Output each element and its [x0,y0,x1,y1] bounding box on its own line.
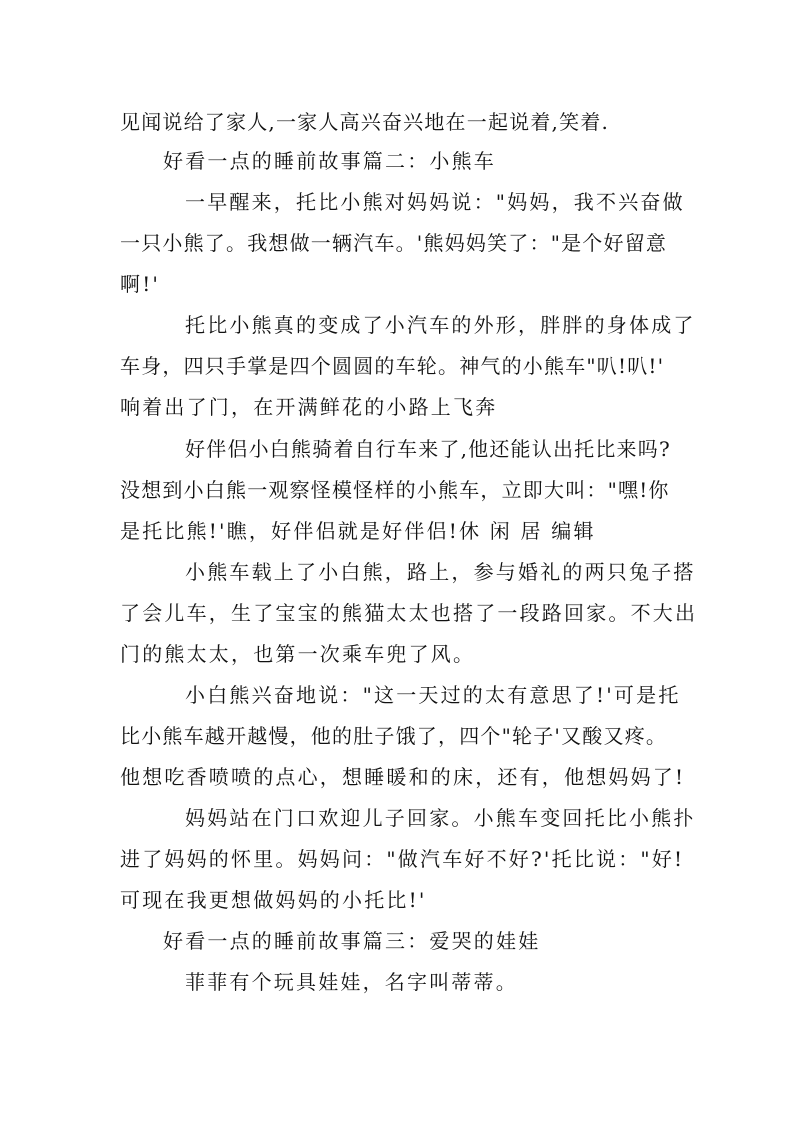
paragraph-line: 可现在我更想做妈妈的小托比!' [120,888,427,912]
paragraph-line: 妈妈站在门口欢迎儿子回家。小熊车变回托比小熊扑 [185,806,696,830]
paragraph-line: 了会儿车，生了宝宝的熊猫太太也搭了一段路回家。不大出 [120,601,698,625]
paragraph-line: 一只小熊了。我想做一辆汽车。'熊妈妈笑了："是个好留意 [120,231,668,255]
paragraph-line: 他想吃香喷喷的点心，想睡暖和的床，还有，他想妈妈了! [120,765,686,789]
paragraph-line: 啊!' [120,272,161,296]
paragraph-line: 门的熊太太，也第一次乘车兜了风。 [120,642,476,666]
paragraph-line: 小白熊兴奋地说："这一天过的太有意思了!'可是托 [185,683,681,707]
paragraph-line: 比小熊车越开越慢，他的肚子饿了，四个"轮子'又酸又疼。 [120,724,668,748]
section-heading-3: 好看一点的睡前故事篇三：爱哭的娃娃 [163,929,541,953]
paragraph-line: 进了妈妈的怀里。妈妈问："做汽车好不好?'托比说："好! [120,847,685,871]
paragraph-line: 菲菲有个玩具娃娃，名字叫蒂蒂。 [185,970,518,994]
paragraph-line: 是托比熊!'瞧，好伴侣就是好伴侣!休 闲 居 编辑 [120,519,596,543]
paragraph-line: 托比小熊真的变成了小汽车的外形，胖胖的身体成了 [185,313,696,337]
paragraph-line: 车身，四只手掌是四个圆圆的车轮。神气的小熊车"叭!叭!' [120,354,665,378]
paragraph-line: 一早醒来，托比小熊对妈妈说："妈妈，我不兴奋做 [185,190,685,214]
paragraph-line: 好伴侣小白熊骑着自行车来了,他还能认出托比来吗? [185,437,671,461]
paragraph-line: 小熊车载上了小白熊，路上，参与婚礼的两只兔子搭 [185,560,696,584]
paragraph-line: 响着出了门，在开满鲜花的小路上飞奔 [120,395,498,419]
paragraph-line: 没想到小白熊一观察怪模怪样的小熊车，立即大叫："嘿!你 [120,478,670,502]
paragraph-line: 见闻说给了家人,一家人高兴奋兴地在一起说着,笑着. [120,110,610,134]
section-heading-2: 好看一点的睡前故事篇二：小熊车 [163,149,496,173]
